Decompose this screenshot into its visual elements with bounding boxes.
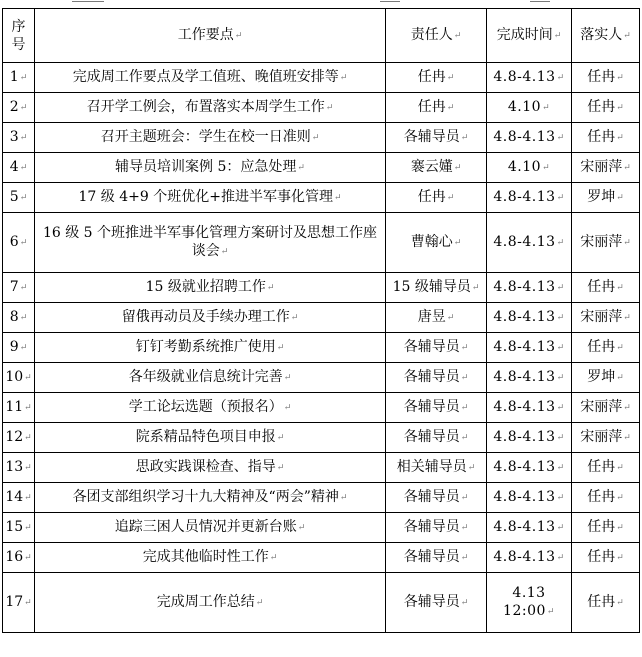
paragraph-mark-icon: ↵ (556, 73, 565, 83)
row-number: 15↵ (3, 513, 35, 543)
paragraph-mark-icon: ↵ (283, 373, 292, 383)
paragraph-mark-icon: ↵ (556, 133, 565, 143)
paragraph-mark-icon: ↵ (623, 163, 631, 173)
responsible-cell: 各辅导员↵ (386, 573, 487, 633)
responsible-cell: 任冉↵ (386, 93, 487, 123)
paragraph-mark-icon: ↵ (325, 103, 334, 113)
ruler-mark (530, 1, 550, 2)
paragraph-mark-icon: ↵ (616, 133, 624, 143)
table-row (3, 423, 640, 453)
table-row (3, 153, 640, 183)
top-ruler-marks (0, 0, 642, 6)
responsible-cell: 唐昱↵ (386, 303, 487, 333)
row-number: 5↵ (3, 183, 35, 213)
implementer-cell: 宋丽萍↵ (572, 423, 640, 453)
paragraph-mark-icon: ↵ (290, 313, 299, 323)
responsible-cell: 各辅导员↵ (386, 513, 487, 543)
task-cell: 16 级 5 个班推进半军事化管理方案研讨及思想工作座谈会↵ (35, 213, 386, 273)
table-row (3, 453, 640, 483)
implementer-cell: 罗坤↵ (572, 183, 640, 213)
implementer-cell: 宋丽萍↵ (572, 213, 640, 273)
task-cell: 学工论坛选题（预报名）↵ (35, 393, 386, 423)
task-cell: 召开主题班会：学生在校一日准则↵ (35, 123, 386, 153)
paragraph-mark-icon: ↵ (24, 523, 32, 533)
paragraph-mark-icon: ↵ (623, 313, 631, 323)
paragraph-mark-icon: ↵ (453, 238, 462, 248)
paragraph-mark-icon: ↵ (556, 463, 565, 473)
responsible-cell: 相关辅导员↵ (386, 453, 487, 483)
table-body (3, 63, 640, 633)
implementer-cell: 任冉↵ (572, 63, 640, 93)
paragraph-mark-icon: ↵ (616, 343, 624, 353)
paragraph-mark-icon: ↵ (24, 433, 32, 443)
paragraph-mark-icon: ↵ (556, 553, 565, 563)
deadline-cell: 4.10↵ (487, 93, 572, 123)
implementer-cell: 任冉↵ (572, 333, 640, 363)
paragraph-mark-icon: ↵ (19, 103, 28, 113)
row-number: 4↵ (3, 153, 35, 183)
table-row (3, 63, 640, 93)
paragraph-mark-icon: ↵ (276, 433, 285, 443)
paragraph-mark-icon: ↵ (616, 193, 624, 203)
paragraph-mark-icon: ↵ (269, 553, 278, 563)
paragraph-mark-icon: ↵ (24, 553, 32, 563)
table-row (3, 393, 640, 423)
paragraph-mark-icon: ↵ (616, 283, 624, 293)
paragraph-mark-icon: ↵ (220, 247, 229, 257)
paragraph-mark-icon: ↵ (460, 493, 469, 503)
task-cell: 各年级就业信息统计完善↵ (35, 363, 386, 393)
table-row (3, 513, 640, 543)
task-cell: 17 级 4+9 个班优化+推进半军事化管理↵ (35, 183, 386, 213)
implementer-cell: 宋丽萍↵ (572, 153, 640, 183)
paragraph-mark-icon: ↵ (546, 607, 555, 617)
ruler-mark (72, 1, 104, 2)
table-row (3, 333, 640, 363)
task-cell: 完成周工作要点及学工值班、晚值班安排等↵ (35, 63, 386, 93)
paragraph-mark-icon: ↵ (616, 373, 624, 383)
deadline-cell: 4.8-4.13↵ (487, 393, 572, 423)
paragraph-mark-icon: ↵ (339, 73, 348, 83)
responsible-cell: 各辅导员↵ (386, 393, 487, 423)
task-cell: 钉钉考勤系统推广使用↵ (35, 333, 386, 363)
paragraph-mark-icon: ↵ (19, 313, 28, 323)
implementer-cell: 任冉↵ (572, 543, 640, 573)
ruler-mark (380, 1, 400, 2)
paragraph-mark-icon: ↵ (446, 103, 455, 113)
table-row (3, 93, 640, 123)
implementer-cell: 罗坤↵ (572, 363, 640, 393)
paragraph-mark-icon: ↵ (556, 238, 565, 248)
table-row (3, 543, 640, 573)
implementer-cell: 宋丽萍↵ (572, 393, 640, 423)
paragraph-mark-icon: ↵ (556, 403, 565, 413)
paragraph-mark-icon: ↵ (19, 163, 28, 173)
paragraph-mark-icon: ↵ (556, 523, 565, 533)
paragraph-mark-icon: ↵ (460, 373, 469, 383)
responsible-cell: 各辅导员↵ (386, 543, 487, 573)
implementer-cell: 任冉↵ (572, 93, 640, 123)
paragraph-mark-icon: ↵ (471, 283, 480, 293)
paragraph-mark-icon: ↵ (460, 553, 469, 563)
responsible-cell: 各辅导员↵ (386, 123, 487, 153)
paragraph-mark-icon: ↵ (24, 598, 32, 608)
task-cell: 留俄再动员及手续办理工作↵ (35, 303, 386, 333)
deadline-cell: 4.8-4.13↵ (487, 213, 572, 273)
paragraph-mark-icon: ↵ (24, 403, 32, 413)
table-header-row (3, 9, 640, 63)
paragraph-mark-icon: ↵ (460, 403, 469, 413)
implementer-cell: 任冉↵ (572, 573, 640, 633)
paragraph-mark-icon: ↵ (446, 193, 455, 203)
deadline-cell: 4.10↵ (487, 153, 572, 183)
task-cell: 辅导员培训案例 5：应急处理↵ (35, 153, 386, 183)
paragraph-mark-icon: ↵ (623, 403, 631, 413)
task-cell: 召开学工例会，布置落实本周学生工作↵ (35, 93, 386, 123)
paragraph-mark-icon: ↵ (297, 163, 305, 173)
paragraph-mark-icon: ↵ (19, 238, 28, 248)
task-cell: 完成周工作总结↵ (35, 573, 386, 633)
row-number: 17↵ (3, 573, 35, 633)
paragraph-mark-icon: ↵ (556, 193, 565, 203)
implementer-cell: 宋丽萍↵ (572, 303, 640, 333)
deadline-cell: 4.8-4.13↵ (487, 183, 572, 213)
paragraph-mark-icon: ↵ (297, 523, 306, 533)
responsible-cell: 各辅导员↵ (386, 363, 487, 393)
responsible-cell: 15 级辅导员↵ (386, 273, 487, 303)
row-number: 14↵ (3, 483, 35, 513)
paragraph-mark-icon: ↵ (623, 433, 631, 443)
implementer-cell: 任冉↵ (572, 513, 640, 543)
responsible-cell: 褰云嬞↵ (386, 153, 487, 183)
deadline-cell: 4.8-4.13↵ (487, 123, 572, 153)
paragraph-mark-icon: ↵ (556, 433, 565, 443)
paragraph-mark-icon: ↵ (276, 463, 285, 473)
paragraph-mark-icon: ↵ (19, 283, 28, 293)
paragraph-mark-icon: ↵ (460, 433, 469, 443)
paragraph-mark-icon: ↵ (616, 553, 624, 563)
deadline-cell: 4.8-4.13↵ (487, 333, 572, 363)
paragraph-mark-icon: ↵ (616, 598, 624, 608)
paragraph-mark-icon: ↵ (460, 133, 469, 143)
deadline-cell: 4.8-4.13↵ (487, 363, 572, 393)
header-deadline: 完成时间↵ (487, 9, 572, 63)
paragraph-mark-icon: ↵ (542, 163, 551, 173)
table-row (3, 213, 640, 273)
task-cell: 院系精品特色项目申报↵ (35, 423, 386, 453)
paragraph-mark-icon: ↵ (19, 133, 28, 143)
table-row (3, 123, 640, 153)
row-number: 10↵ (3, 363, 35, 393)
table-row (3, 573, 640, 633)
paragraph-mark-icon: ↵ (623, 238, 631, 248)
header-implementer: 落实人↵ (572, 9, 640, 63)
paragraph-mark-icon: ↵ (19, 193, 28, 203)
responsible-cell: 任冉↵ (386, 183, 487, 213)
paragraph-mark-icon: ↵ (19, 73, 28, 83)
row-number: 7↵ (3, 273, 35, 303)
table-row (3, 303, 640, 333)
paragraph-mark-icon: ↵ (19, 343, 28, 353)
paragraph-mark-icon: ↵ (24, 373, 32, 383)
task-cell: 追踪三困人员情况并更新台账↵ (35, 513, 386, 543)
table-row (3, 363, 640, 393)
paragraph-mark-icon: ↵ (616, 493, 624, 503)
paragraph-mark-icon: ↵ (616, 103, 624, 113)
row-number: 9↵ (3, 333, 35, 363)
paragraph-mark-icon: ↵ (556, 313, 565, 323)
deadline-cell: 4.8-4.13↵ (487, 273, 572, 303)
deadline-cell: 4.8-4.13↵ (487, 423, 572, 453)
task-cell: 各团支部组织学习十九大精神及“两会”精神↵ (35, 483, 386, 513)
paragraph-mark-icon: ↵ (616, 523, 624, 533)
table-row (3, 183, 640, 213)
responsible-cell: 曹翰心↵ (386, 213, 487, 273)
deadline-cell: 4.8-4.13↵ (487, 543, 572, 573)
task-cell: 思政实践课检查、指导↵ (35, 453, 386, 483)
paragraph-mark-icon: ↵ (333, 193, 342, 203)
row-number: 12↵ (3, 423, 35, 453)
paragraph-mark-icon: ↵ (542, 103, 551, 113)
deadline-cell: 4.13 12:00↵ (487, 573, 572, 633)
paragraph-mark-icon: ↵ (446, 313, 455, 323)
row-number: 2↵ (3, 93, 35, 123)
paragraph-mark-icon: ↵ (460, 523, 469, 533)
responsible-cell: 任冉↵ (386, 63, 487, 93)
deadline-cell: 4.8-4.13↵ (487, 513, 572, 543)
paragraph-mark-icon: ↵ (255, 598, 264, 608)
responsible-cell: 各辅导员↵ (386, 483, 487, 513)
deadline-cell: 4.8-4.13↵ (487, 303, 572, 333)
weekly-work-plan-table (2, 8, 640, 633)
paragraph-mark-icon: ↵ (453, 163, 462, 173)
deadline-time: 12:00 (503, 603, 546, 619)
paragraph-mark-icon: ↵ (556, 373, 565, 383)
header-task: 工作要点↵ (35, 9, 386, 63)
paragraph-mark-icon: ↵ (24, 493, 32, 503)
paragraph-mark-icon: ↵ (283, 403, 292, 413)
paragraph-mark-icon: ↵ (339, 493, 348, 503)
paragraph-mark-icon: ↵ (24, 463, 32, 473)
table-row (3, 483, 640, 513)
responsible-cell: 各辅导员↵ (386, 333, 487, 363)
implementer-cell: 任冉↵ (572, 273, 640, 303)
row-number: 3↵ (3, 123, 35, 153)
paragraph-mark-icon: ↵ (556, 283, 565, 293)
paragraph-mark-icon: ↵ (616, 463, 624, 473)
header-no: 序号 (3, 9, 35, 63)
implementer-cell: 任冉↵ (572, 483, 640, 513)
paragraph-mark-icon: ↵ (276, 343, 285, 353)
paragraph-mark-icon: ↵ (460, 598, 469, 608)
deadline-cell: 4.8-4.13↵ (487, 453, 572, 483)
row-number: 8↵ (3, 303, 35, 333)
paragraph-mark-icon: ↵ (266, 283, 275, 293)
paragraph-mark-icon: ↵ (446, 73, 455, 83)
task-cell: 15 级就业招聘工作↵ (35, 273, 386, 303)
row-number: 11↵ (3, 393, 35, 423)
implementer-cell: 任冉↵ (572, 123, 640, 153)
deadline-cell: 4.8-4.13↵ (487, 63, 572, 93)
paragraph-mark-icon: ↵ (311, 133, 320, 143)
table-row (3, 273, 640, 303)
paragraph-mark-icon: ↵ (616, 73, 624, 83)
paragraph-mark-icon: ↵ (556, 343, 565, 353)
row-number: 1↵ (3, 63, 35, 93)
row-number: 6↵ (3, 213, 35, 273)
row-number: 13↵ (3, 453, 35, 483)
responsible-cell: 各辅导员↵ (386, 423, 487, 453)
row-number: 16↵ (3, 543, 35, 573)
header-responsible: 责任人↵ (386, 9, 487, 63)
paragraph-mark-icon: ↵ (467, 463, 476, 473)
task-cell: 完成其他临时性工作↵ (35, 543, 386, 573)
paragraph-mark-icon: ↵ (556, 493, 565, 503)
deadline-cell: 4.8-4.13↵ (487, 483, 572, 513)
implementer-cell: 任冉↵ (572, 453, 640, 483)
paragraph-mark-icon: ↵ (460, 343, 469, 353)
